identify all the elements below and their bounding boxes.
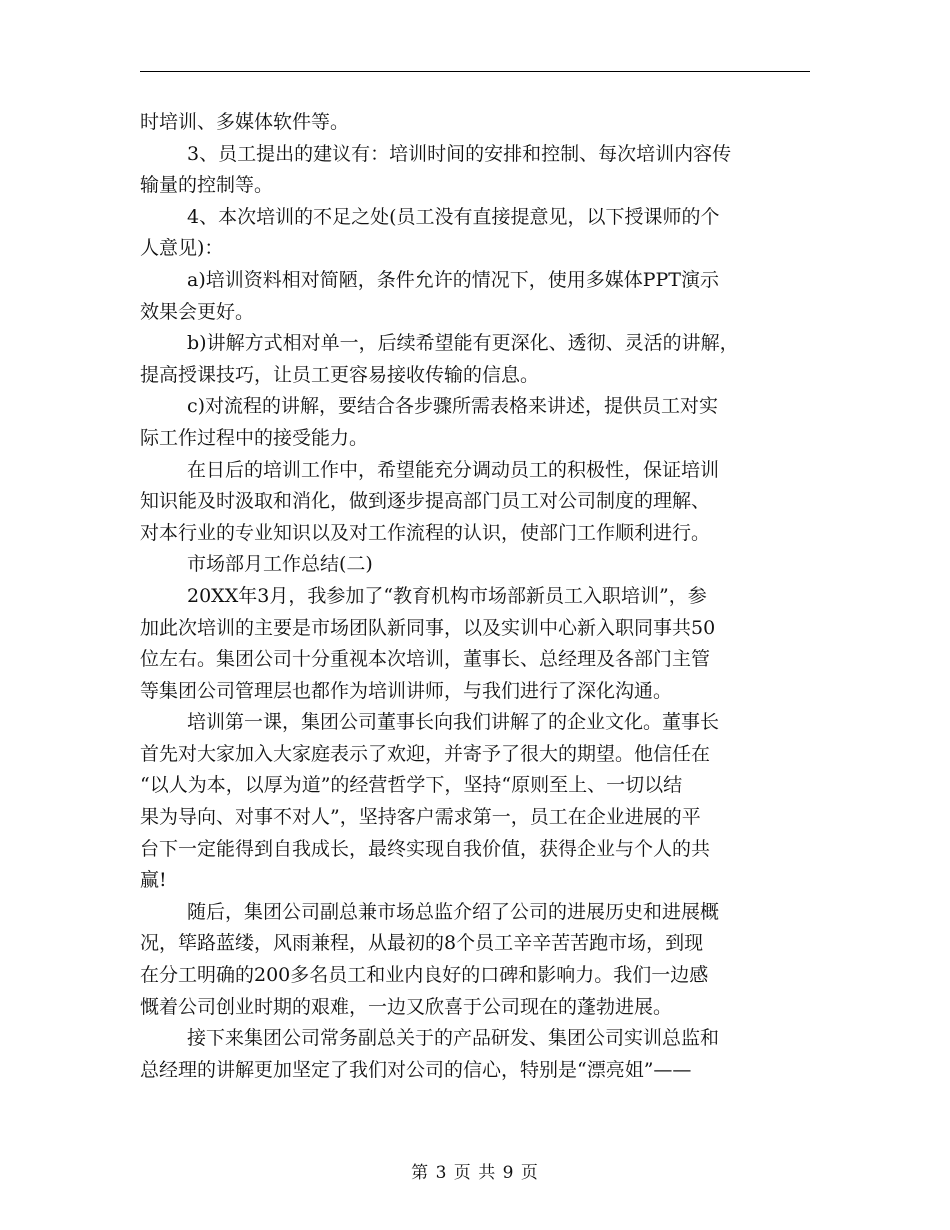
text-line: 赢! (140, 869, 167, 892)
text-line: 在分工明确的200多名员工和业内良好的口碑和影响力。我们一边感 (140, 964, 709, 987)
text-line: 位左右。集团公司十分重视本次培训，董事长、总经理及各部门主管 (140, 648, 711, 671)
page-footer: 第 3 页 共 9 页 (411, 1163, 539, 1183)
text-line: b)讲解方式相对单一，后续希望能有更深化、透彻、灵活的讲解， (187, 332, 739, 355)
text-line: 接下来集团公司常务副总关于的产品研发、集团公司实训总监和 (187, 1027, 720, 1050)
text-line: 3、员工提出的建议有：培训时间的安排和控制、每次培训内容传 (187, 142, 732, 165)
header-rule (140, 71, 810, 72)
text-line: 20XX年3月，我参加了“教育机构市场部新员工入职培训”，参 (187, 584, 707, 607)
text-line: c)对流程的讲解，要结合各步骤所需表格来讲述，提供员工对实 (187, 395, 719, 418)
text-line: 4、本次培训的不足之处(员工没有直接提意见，以下授课师的个 (187, 205, 720, 228)
text-line: 对本行业的专业知识以及对工作流程的认识，使部门工作顺利进行。 (140, 521, 711, 544)
text-line: 市场部月工作总结(二) (187, 553, 373, 576)
text-line: 时培训、多媒体软件等。 (140, 111, 350, 133)
text-line: 加此次培训的主要是市场团队新同事，以及实训中心新入职同事共50 (140, 616, 716, 639)
text-line: 效果会更好。 (140, 300, 255, 323)
document-body (140, 107, 812, 1086)
text-line: 在日后的培训工作中，希望能充分调动员工的积极性，保证培训 (187, 458, 720, 481)
text-line: 提高授课技巧，让员工更容易接收传输的信息。 (140, 363, 540, 386)
text-line: 况，筚路蓝缕，风雨兼程，从最初的8个员工辛辛苦苦跑市场，到现 (140, 932, 704, 955)
text-line: 果为导向、对事不对人”，坚持客户需求第一，员工在企业进展的平 (140, 806, 701, 829)
text-line: 知识能及时汲取和消化，做到逐步提高部门员工对公司制度的理解、 (140, 490, 711, 513)
text-line: 台下一定能得到自我成长，最终实现自我价值，获得企业与个人的共 (140, 837, 711, 860)
text-line: a)培训资料相对简陋，条件允许的情况下，使用多媒体PPT演示 (187, 268, 719, 291)
text-line: “以人为本，以厚为道”的经营哲学下，坚持“原则至上、一切以结 (140, 774, 683, 797)
text-line: 输量的控制等。 (140, 174, 274, 197)
text-line: 随后，集团公司副总兼市场总监介绍了公司的进展历史和进展概 (187, 900, 720, 923)
text-line: 培训第一课，集团公司董事长向我们讲解了的企业文化。董事长 (187, 711, 720, 734)
text-line: 人意见)： (140, 237, 224, 260)
text-line: 首先对大家加入大家庭表示了欢迎，并寄予了很大的期望。他信任在 (140, 742, 711, 765)
text-line: 际工作过程中的接受能力。 (140, 426, 369, 449)
text-line: 总经理的讲解更加坚定了我们对公司的信心，特别是“漂亮姐”—— (140, 1058, 692, 1081)
text-line: 慨着公司创业时期的艰难，一边又欣喜于公司现在的蓬勃进展。 (140, 995, 673, 1018)
text-line: 等集团公司管理层也都作为培训讲师，与我们进行了深化沟通。 (140, 679, 673, 702)
